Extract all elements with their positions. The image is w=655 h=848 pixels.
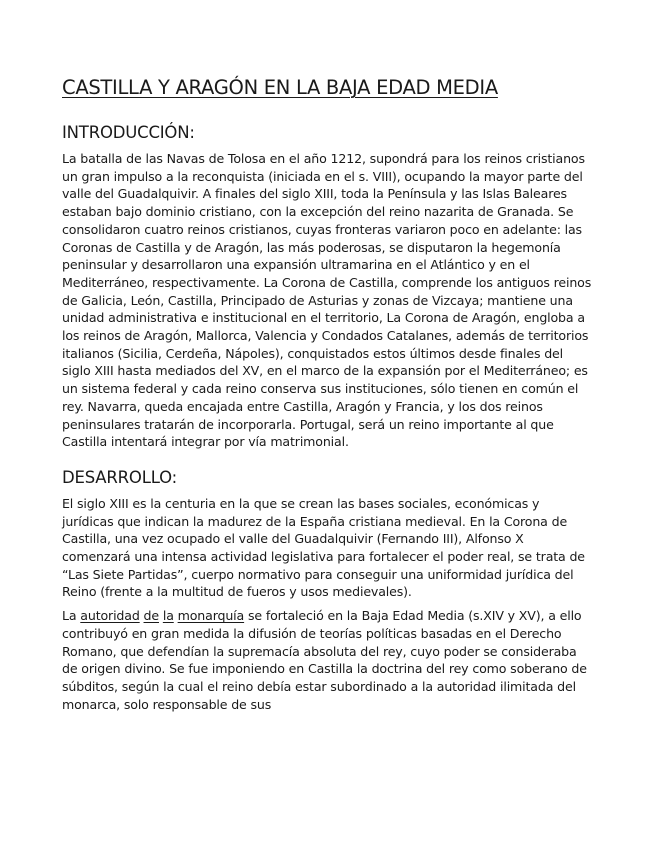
underlined-word-de: de — [143, 608, 159, 624]
introduction-heading: INTRODUCCIÓN: — [62, 123, 195, 142]
document-title: CASTILLA Y ARAGÓN EN LA BAJA EDAD MEDIA — [62, 76, 498, 99]
development-paragraph-1: El siglo XIII es la centuria en la que se crean las bases sociales, económicas y jurídicas que indican la madurez de la España cristiana medieval. En la Corona de Castilla, una vez ocupado el valle del Guadalquivir (Fernando III), Alfonso X comenzará una intensa actividad legislativa para fortalecer el poder real, se trata de “Las Siete Partidas”, cuerpo normativo para conseguir una uniformidad jurídica del Reino (frente a la multitud de fueros y usos medievales). — [62, 495, 585, 600]
underlined-word-la: la — [162, 608, 174, 624]
paragraph-text: se fortaleció en la Baja Edad Media (s.XIV y XV), a ello contribuyó en gran medida la difusión de teorías políticas basadas en el Derecho Romano, que defendían la supremacía absoluta del rey, cuyo poder se consideraba de origen divino. Se fue imponiendo en Castilla la doctrina del rey como soberano de súbditos, según la cual el reino debía estar subordinado a la autoridad ilimitada del monarca, solo responsable de sus — [62, 608, 587, 712]
underlined-word-monarquia: monarquía — [177, 608, 245, 624]
document-page — [62, 74, 594, 713]
underlined-word-autoridad: autoridad — [80, 608, 140, 624]
development-paragraph-2 — [62, 607, 594, 713]
introduction-paragraph: La batalla de las Navas de Tolosa en el año 1212, supondrá para los reinos cristianos un gran impulso a la reconquista (iniciada en el s. VIII), ocupando la mayor parte del valle del Guadalquivir. A finales del siglo XIII, toda la Península y las Islas Baleares estaban bajo dominio cristiano, con la excepción del reino nazarita de Granada. Se consolidaron cuatro reinos cristianos, cuyas fronteras variaron poco en adelante: las Coronas de Castilla y de Aragón, las más poderosas, se disputaron la hegemonía peninsular y desarrollaron una expansión ultramarina en el Atlántico y en el Mediterráneo, respectivamente. La Corona de Castilla, comprende los antiguos reinos de Galicia, León, Castilla, Principado de Asturias y zonas de Vizcaya; mantiene una unidad administrativa e institucional en el territorio, La Corona de Aragón, engloba a los reinos de Aragón, Mallorca, Valencia y Condados Catalanes, además de territorios italianos (Sicilia, Cerdeña, Nápoles), conquistados estos últimos desde finales del siglo XIII hasta mediados del XV, en el marco de la expansión por el Mediterráneo; es un sistema federal y cada reino conserva sus instituciones, sólo tienen en común el rey. Navarra, queda encajada entre Castilla, Aragón y Francia, y los dos reinos peninsulares tratarán de incorporarla. Portugal, será un reino importante al que Castilla intentará integrar por vía matrimonial. — [62, 151, 592, 450]
paragraph-text: La — [62, 608, 81, 624]
development-heading: DESARROLLO: — [62, 467, 177, 487]
